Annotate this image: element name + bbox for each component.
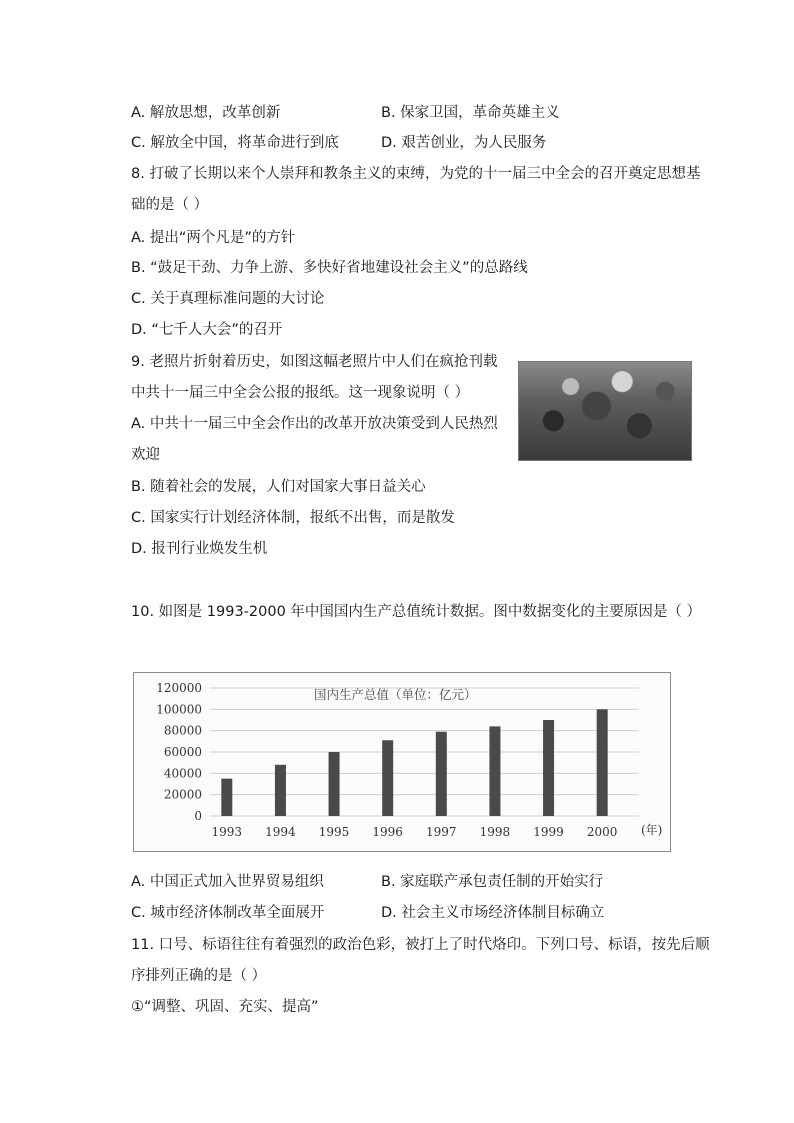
q9-option-a-line1: A. 中共十一届三中全会作出的改革开放决策受到人民热烈 [131,416,498,432]
q7-option-d: D. 艰苦创业，为人民服务 [381,135,547,151]
q9-option-a-line2: 欢迎 [131,447,160,463]
q8-stem-line1: 8. 打破了长期以来个人崇拜和教条主义的束缚，为党的十一届三中全会的召开奠定思想基 [131,166,701,182]
chart-title: 国内生产总值（单位：亿元） [314,687,477,702]
gdp-chart-svg [134,673,669,850]
q9-option-c: C. 国家实行计划经济体制，报纸不出售，而是散发 [131,510,455,526]
x-tick-label: 1999 [533,825,564,839]
y-tick-label: 120000 [156,681,202,695]
q10-option-b: B. 家庭联产承包责任制的开始实行 [381,874,604,890]
q7-option-c: C. 解放全中国，将革命进行到底 [131,135,339,151]
x-tick-label: 1994 [265,825,296,839]
y-tick-label: 100000 [156,702,202,717]
x-tick-label: 1995 [318,825,350,839]
bar-1997 [436,732,447,816]
newspaper-crowd-photo [518,361,692,461]
q9-option-d: D. 报刊行业焕发生机 [131,541,268,557]
x-unit-label: (年) [641,823,663,837]
q11-item-1: ①“调整、巩固、充实、提高” [131,999,319,1015]
q9-stem-line1: 9. 老照片折射着历史，如图这幅老照片中人们在疯抢刊载 [131,354,498,370]
q8-option-d: D. “七千人大会”的召开 [131,322,283,338]
gdp-bar-chart [133,672,671,852]
bar-2000 [597,709,608,816]
q8-stem-line2: 础的是（ ） [131,197,209,213]
q7-option-b: B. 保家卫国，革命英雄主义 [381,105,560,121]
bar-1993 [221,779,232,816]
bar-1996 [382,740,393,816]
q8-option-b: B. “鼓足干劲、力争上游、多快好省地建设社会主义”的总路线 [131,260,528,276]
q8-option-a: A. 提出“两个凡是”的方针 [131,230,296,246]
q8-option-c: C. 关于真理标准问题的大讨论 [131,291,325,307]
q7-option-a: A. 解放思想，改革创新 [131,105,281,121]
bar-1998 [489,726,500,816]
q9-option-b: B. 随着社会的发展，人们对国家大事日益关心 [131,479,426,495]
y-tick-label: 40000 [163,766,202,781]
bar-1995 [329,752,340,816]
bar-1994 [275,765,286,816]
x-tick-label: 1997 [426,825,457,839]
y-tick-label: 0 [194,809,202,823]
x-tick-label: 2000 [586,825,618,839]
bar-1999 [543,720,554,816]
x-tick-label: 1998 [479,825,511,839]
q11-stem-line1: 11. 口号、标语往往有着强烈的政治色彩，被打上了时代烙印。下列口号、标语，按先后顺 [131,937,710,953]
y-tick-label: 80000 [163,723,202,738]
x-tick-label: 1993 [211,825,243,839]
y-tick-label: 60000 [163,745,202,759]
q10-stem: 10. 如图是 1993-2000 年中国国内生产总值统计数据。图中数据变化的主要原因是（ ） [131,604,702,620]
q10-option-c: C. 城市经济体制改革全面展开 [131,905,325,921]
q9-stem-line2: 中共十一届三中全会公报的报纸。这一现象说明（ ） [131,385,470,401]
q10-option-a: A. 中国正式加入世界贸易组织 [131,874,324,890]
q10-option-d: D. 社会主义市场经济体制目标确立 [381,905,605,921]
x-tick-label: 1996 [372,825,403,839]
y-tick-label: 20000 [163,787,202,802]
q11-stem-line2: 序排列正确的是（ ） [131,968,267,984]
